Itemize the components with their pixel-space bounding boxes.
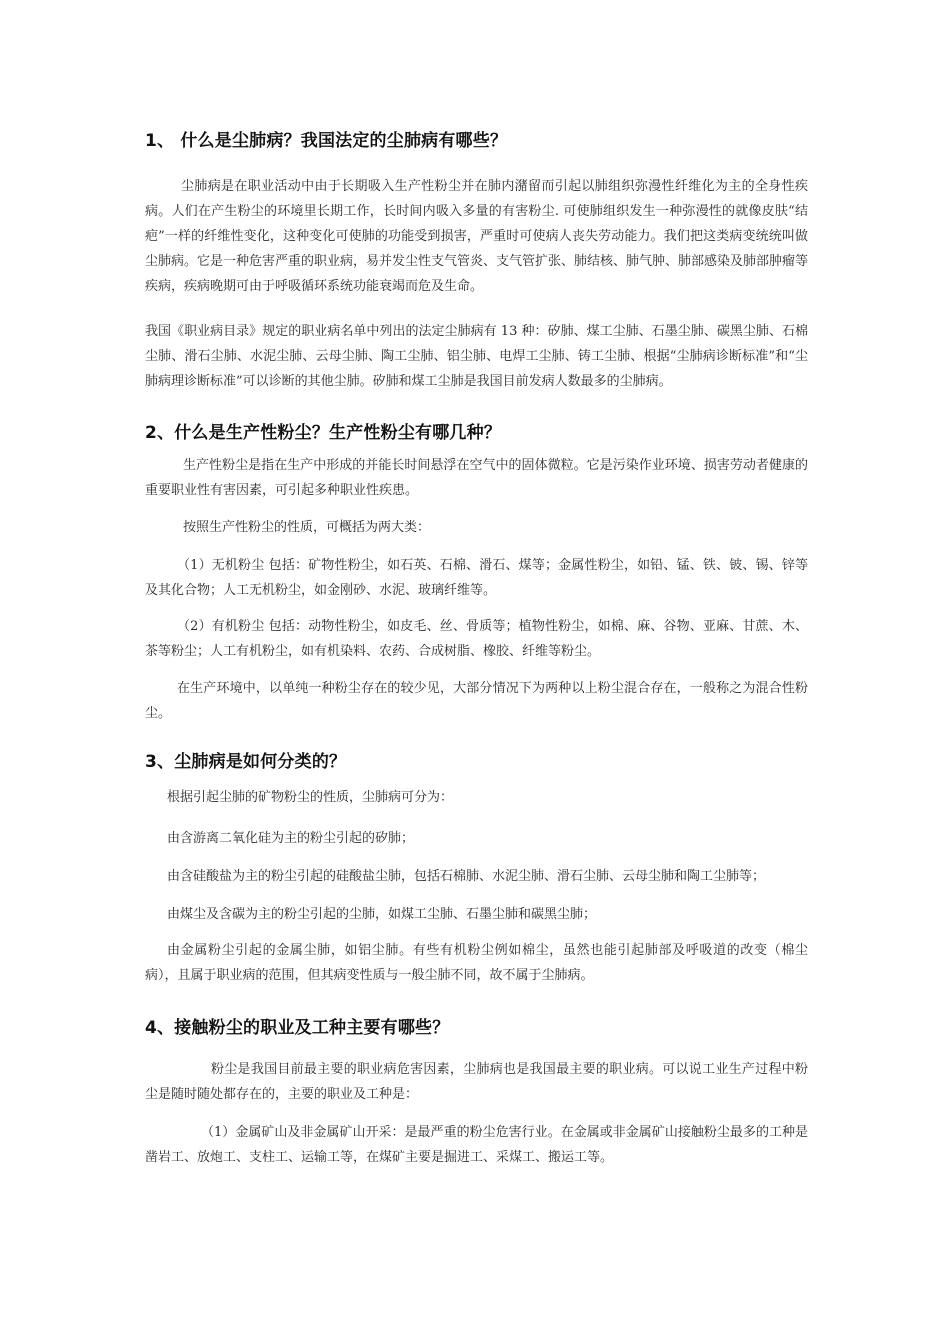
- section-3-paragraph-3: 由含硅酸盐为主的粉尘引起的硅酸盐尘肺，包括石棉肺、水泥尘肺、滑石尘肺、云母尘肺和陶工尘肺等；: [167, 869, 766, 884]
- section-2-paragraph-4: （2）有机粉尘 包括：动物性粉尘，如皮毛、丝、骨质等；植物性粉尘，如棉、麻、谷物、亚麻、甘蔗、木、茶等粉尘；人工有机粉尘，如有机染料、农药、合成树脂、橡胶、纤维等粉尘。: [145, 619, 808, 659]
- section-3-paragraph-5: 由金属粉尘引起的金属尘肺，如铝尘肺。有些有机粉尘例如棉尘，虽然也能引起肺部及呼吸道的改变（棉尘病），且属于职业病的范围，但其病变性质与一般尘肺不同，故不属于尘肺病。: [145, 943, 808, 983]
- section-3-paragraph-2: 由含游离二氧化硅为主的粉尘引起的矽肺；: [167, 831, 415, 846]
- section-4-paragraph-2: （1）金属矿山及非金属矿山开采：是最严重的粉尘危害行业。在金属或非金属矿山接触粉尘最多的工种是凿岩工、放炮工、支柱工、运输工等，在煤矿主要是掘进工、采煤工、搬运工等。: [145, 1125, 808, 1165]
- section-2-paragraph-5: 在生产环境中，以单纯一种粉尘存在的较少见，大部分情况下为两种以上粉尘混合存在，一般称之为混合性粉尘。: [145, 681, 808, 721]
- section-1-paragraph-2: 我国《职业病目录》规定的职业病名单中列出的法定尘肺病有 13 种：矽肺、煤工尘肺、石墨尘肺、碳黑尘肺、石棉尘肺、滑石尘肺、水泥尘肺、云母尘肺、陶工尘肺、铝尘肺、电焊工尘肺、铸工尘肺、根据“尘肺病诊断标准”和“尘肺病理诊断标准”可以诊断的其他尘肺。矽肺和煤工尘肺是我国目前发病人数最多的尘肺病。: [145, 324, 808, 389]
- section-4-paragraph-1: 粉尘是我国目前最主要的职业病危害因素，尘肺病也是我国最主要的职业病。可以说工业生产过程中粉尘是随时随处都存在的，主要的职业及工种是：: [145, 1062, 808, 1102]
- section-2-paragraph-1: 生产性粉尘是指在生产中形成的并能长时间悬浮在空气中的固体微粒。它是污染作业环境、损害劳动者健康的重要职业性有害因素，可引起多种职业性疾患。: [145, 458, 808, 498]
- section-4-heading: 4、接触粉尘的职业及工种主要有哪些？: [145, 1018, 450, 1038]
- section-3-heading: 3、尘肺病是如何分类的？: [145, 752, 347, 772]
- section-2-paragraph-3: （1）无机粉尘 包括：矿物性粉尘，如石英、石棉、滑石、煤等；金属性粉尘，如铅、锰、铁、铍、锡、锌等及其化合物；人工无机粉尘，如金刚砂、水泥、玻璃纤维等。: [145, 558, 808, 598]
- section-1-paragraph-1: 尘肺病是在职业活动中由于长期吸入生产性粉尘并在肺内潴留而引起以肺组织弥漫性纤维化为主的全身性疾病。人们在产生粉尘的环境里长期工作，长时间内吸入多量的有害粉尘. 可使肺组织发生一种弥漫性的就像皮肤“结疤”一样的纤维性变化，这种变化可使肺的功能受到损害，严重时可使病人丧失劳动能力。我们把这类病变统统叫做尘肺病。它是一种危害严重的职业病，易并发尘性支气管炎、支气管扩张、肺结核、肺气肿、肺部感染及肺部肿瘤等疾病，疾病晚期可由于呼吸循环系统功能衰竭而危及生命。: [145, 179, 809, 294]
- section-2-paragraph-2: 按照生产性粉尘的性质，可概括为两大类：: [183, 520, 431, 535]
- section-2-heading: 2、什么是生产性粉尘？生产性粉尘有哪几种？: [145, 423, 502, 443]
- section-3-paragraph-4: 由煤尘及含碳为主的粉尘引起的尘肺，如煤工尘肺、石墨尘肺和碳黑尘肺；: [167, 907, 597, 922]
- section-3-paragraph-1: 根据引起尘肺的矿物粉尘的性质，尘肺病可分为：: [167, 790, 454, 805]
- section-1-heading: 1、 什么是尘肺病？我国法定的尘肺病有哪些？: [145, 131, 508, 151]
